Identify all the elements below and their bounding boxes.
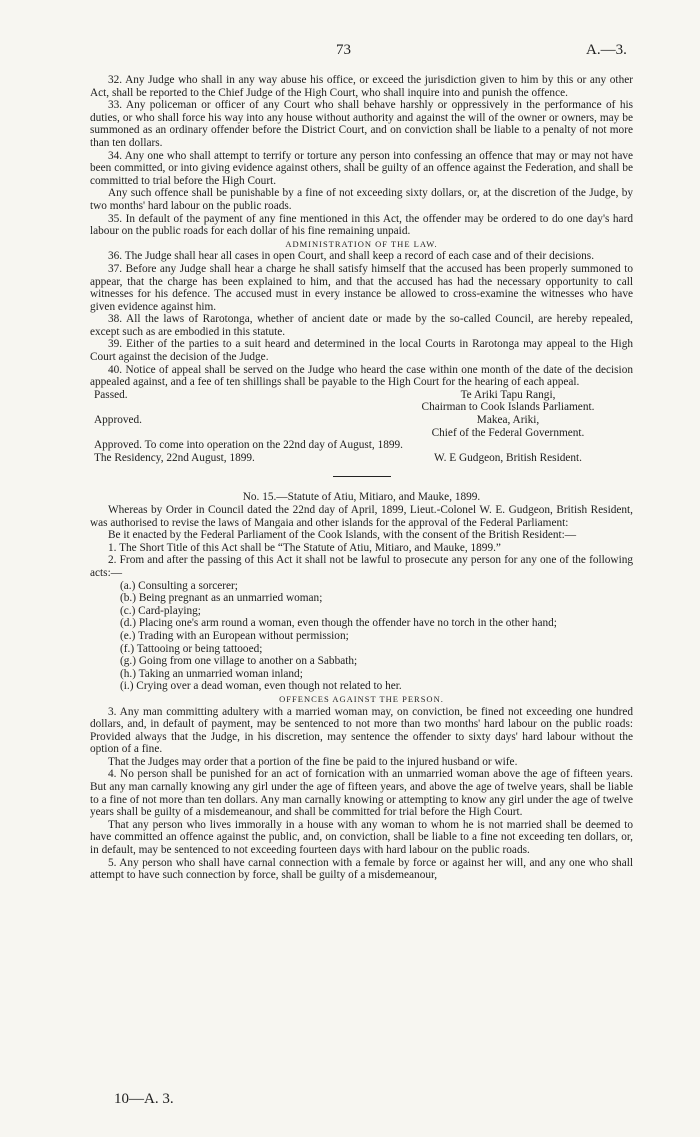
- heading-administration: ADMINISTRATION OF THE LAW.: [285, 238, 438, 249]
- document-reference: A.—3.: [586, 42, 627, 58]
- section-39: 39. Either of the parties to a suit heard and determined in the local Courts in Rarotonga may appeal to the High Court against the decision of the Judge.: [90, 338, 633, 364]
- document-body: [90, 74, 633, 882]
- signature-residency-row: [90, 452, 633, 465]
- section-34: 34. Any one who shall attempt to terrify or torture any person into confessing an offence that may or may not have been committed, or into giving evidence against others, shall be guilty of an offence against the Federation, and shall be committed to trial before the High Court.: [90, 149, 633, 187]
- list-item: (e.) Trading with an European without permission;: [120, 629, 349, 642]
- footer-signature: 10—A. 3.: [114, 1091, 174, 1107]
- residency-date: The Residency, 22nd August, 1899.: [94, 451, 255, 464]
- section-33: 33. Any policeman or officer of any Court who shall behave harshly or oppressively in the performance of his duties, or who shall force his way into any house without authority and against the will of the owner or owners, may be summoned as an ordinary offender before the District Court, and on conviction shall be liable to a penalty of not more than ten dollars.: [90, 99, 633, 149]
- list-item: (i.) Crying over a dead woman, even though not related to her.: [120, 680, 402, 693]
- signature-approved: [90, 414, 633, 427]
- passed-by-name: Te Ariki Tapu Rangi,: [460, 388, 556, 401]
- list-item: (h.) Taking an unmarried woman inland;: [120, 667, 303, 680]
- list-item: (a.) Consulting a sorcerer;: [120, 579, 238, 592]
- passed-label: Passed.: [94, 388, 128, 401]
- acts-list: [120, 580, 633, 693]
- statute-section-3: 3. Any man committing adultery with a married woman may, on conviction, be fined not exceeding one hundred dollars, and, in default of payment, may be sentenced to not more than two months' hard labour on the public roads: Provided always that the Judge, in his discretion, may sentence the offender to sixty days' hard labour without the option of a fine.: [90, 705, 633, 756]
- statute-section-4-continued: That any person who lives immorally in a house with any woman to whom he is not married shall be deemed to have committed an offence against the public, and, on conviction, shall be liable to a fine not exceeding ten dollars, or, in default, may be sentenced to not exceeding fourteen days with hard labour on the public roads.: [90, 818, 633, 857]
- list-item: (g.) Going from one village to another on a Sabbath;: [120, 655, 358, 668]
- section-35: 35. In default of the payment of any fine mentioned in this Act, the offender may be ordered to do one day's hard labour on the public roads for each dollar of his fine remaining unpaid.: [90, 212, 633, 238]
- heading-offences: OFFENCES AGAINST THE PERSON.: [279, 693, 444, 704]
- statute-section-2: 2. From and after the passing of this Act it shall not be lawful to prosecute any person for any one of the following acts:—: [90, 554, 633, 579]
- preamble-enacted: Be it enacted by the Federal Parliament of the Cook Islands, with the consent of the British Resident:—: [108, 529, 577, 542]
- approved-by-title: Chief of the Federal Government.: [431, 426, 585, 439]
- signature-approved-title-row: [90, 427, 633, 440]
- section-34-continued: Any such offence shall be punishable by a fine of not exceeding sixty dollars, or, at the discretion of the Judge, by two months' hard labour on the public roads.: [90, 187, 633, 212]
- list-item: (b.) Being pregnant as an unmarried woman;: [120, 592, 323, 605]
- signature-passed: [90, 389, 633, 402]
- approved-by-name: Makea, Ariki,: [476, 414, 540, 427]
- section-38: 38. All the laws of Rarotonga, whether of ancient date or made by the so-called Council, are hereby repealed, except such as are embodied in this statute.: [90, 313, 633, 338]
- signature-passed-title-row: [90, 401, 633, 414]
- statute-section-4: 4. No person shall be punished for an act of fornication with an unmarried woman above the age of fifteen years. But any man carnally knowing any girl under the age of fifteen years, and above the age of twelve years, shall be liable to a fine of not more than ten dollars. Any man carnally knowing or attempting to know any girl under the age of twelve years shall be guilty of a misdemeanour, and shall be committed for trial before the High Court.: [90, 768, 633, 819]
- page-number: 73: [336, 42, 351, 58]
- statute-section-5: 5. Any person who shall have carnal connection with a female by force or against her will, and any one who shall attempt to have such connection by force, shall be guilty of a misdemeanour,: [90, 856, 633, 882]
- section-divider: [333, 476, 391, 477]
- preamble-whereas: Whereas by Order in Council dated the 22nd day of April, 1899, Lieut.-Colonel W. E. Gudgeon, British Resident, was authorised to revise the laws of Mangaia and other islands for the approval of the Federal Parliament:: [90, 504, 633, 529]
- approved-operation: Approved. To come into operation on the 22nd day of August, 1899.: [94, 439, 403, 452]
- list-item: (d.) Placing one's arm round a woman, even though the offender have no torch in the other hand;: [120, 617, 557, 630]
- list-item: (c.) Card-playing;: [120, 604, 201, 617]
- section-32: 32. Any Judge who shall in any way abuse his office, or exceed the jurisdiction given to him by this or any other Act, shall be reported to the Chief Judge of the High Court, who shall inquire into and punish the offence.: [90, 74, 633, 99]
- statute-section-3-continued: That the Judges may order that a portion of the fine be paid to the injured husband or wife.: [108, 755, 518, 768]
- section-36: 36. The Judge shall hear all cases in open Court, and shall keep a record of each case and of their decisions.: [108, 250, 595, 263]
- list-item: (f.) Tattooing or being tattooed;: [120, 642, 263, 655]
- british-resident: W. E Gudgeon, British Resident.: [433, 451, 582, 464]
- signature-approved-operation-row: [90, 439, 633, 452]
- statute-section-1: 1. The Short Title of this Act shall be “The Statute of Atiu, Mitiaro, and Mauke, 1899.”: [108, 541, 501, 554]
- passed-by-title: Chairman to Cook Islands Parliament.: [421, 401, 595, 414]
- statute-title: No. 15.—Statute of Atiu, Mitiaro, and Mauke, 1899.: [242, 491, 481, 504]
- approved-label: Approved.: [94, 414, 143, 427]
- section-37: 37. Before any Judge shall hear a charge he shall satisfy himself that the accused has been properly summoned to appear, that the charge has been explained to him, and that the accused has had the necessary opportunity to call witnesses for his defence. The accused must in every instance be allowed to cross-examine the witnesses who have given evidence against him.: [90, 262, 633, 313]
- section-40: 40. Notice of appeal shall be served on the Judge who heard the case within one month of the date of the decision appealed against, and a fee of ten shillings shall be payable to the High Court for the hearing of each appeal.: [90, 363, 633, 389]
